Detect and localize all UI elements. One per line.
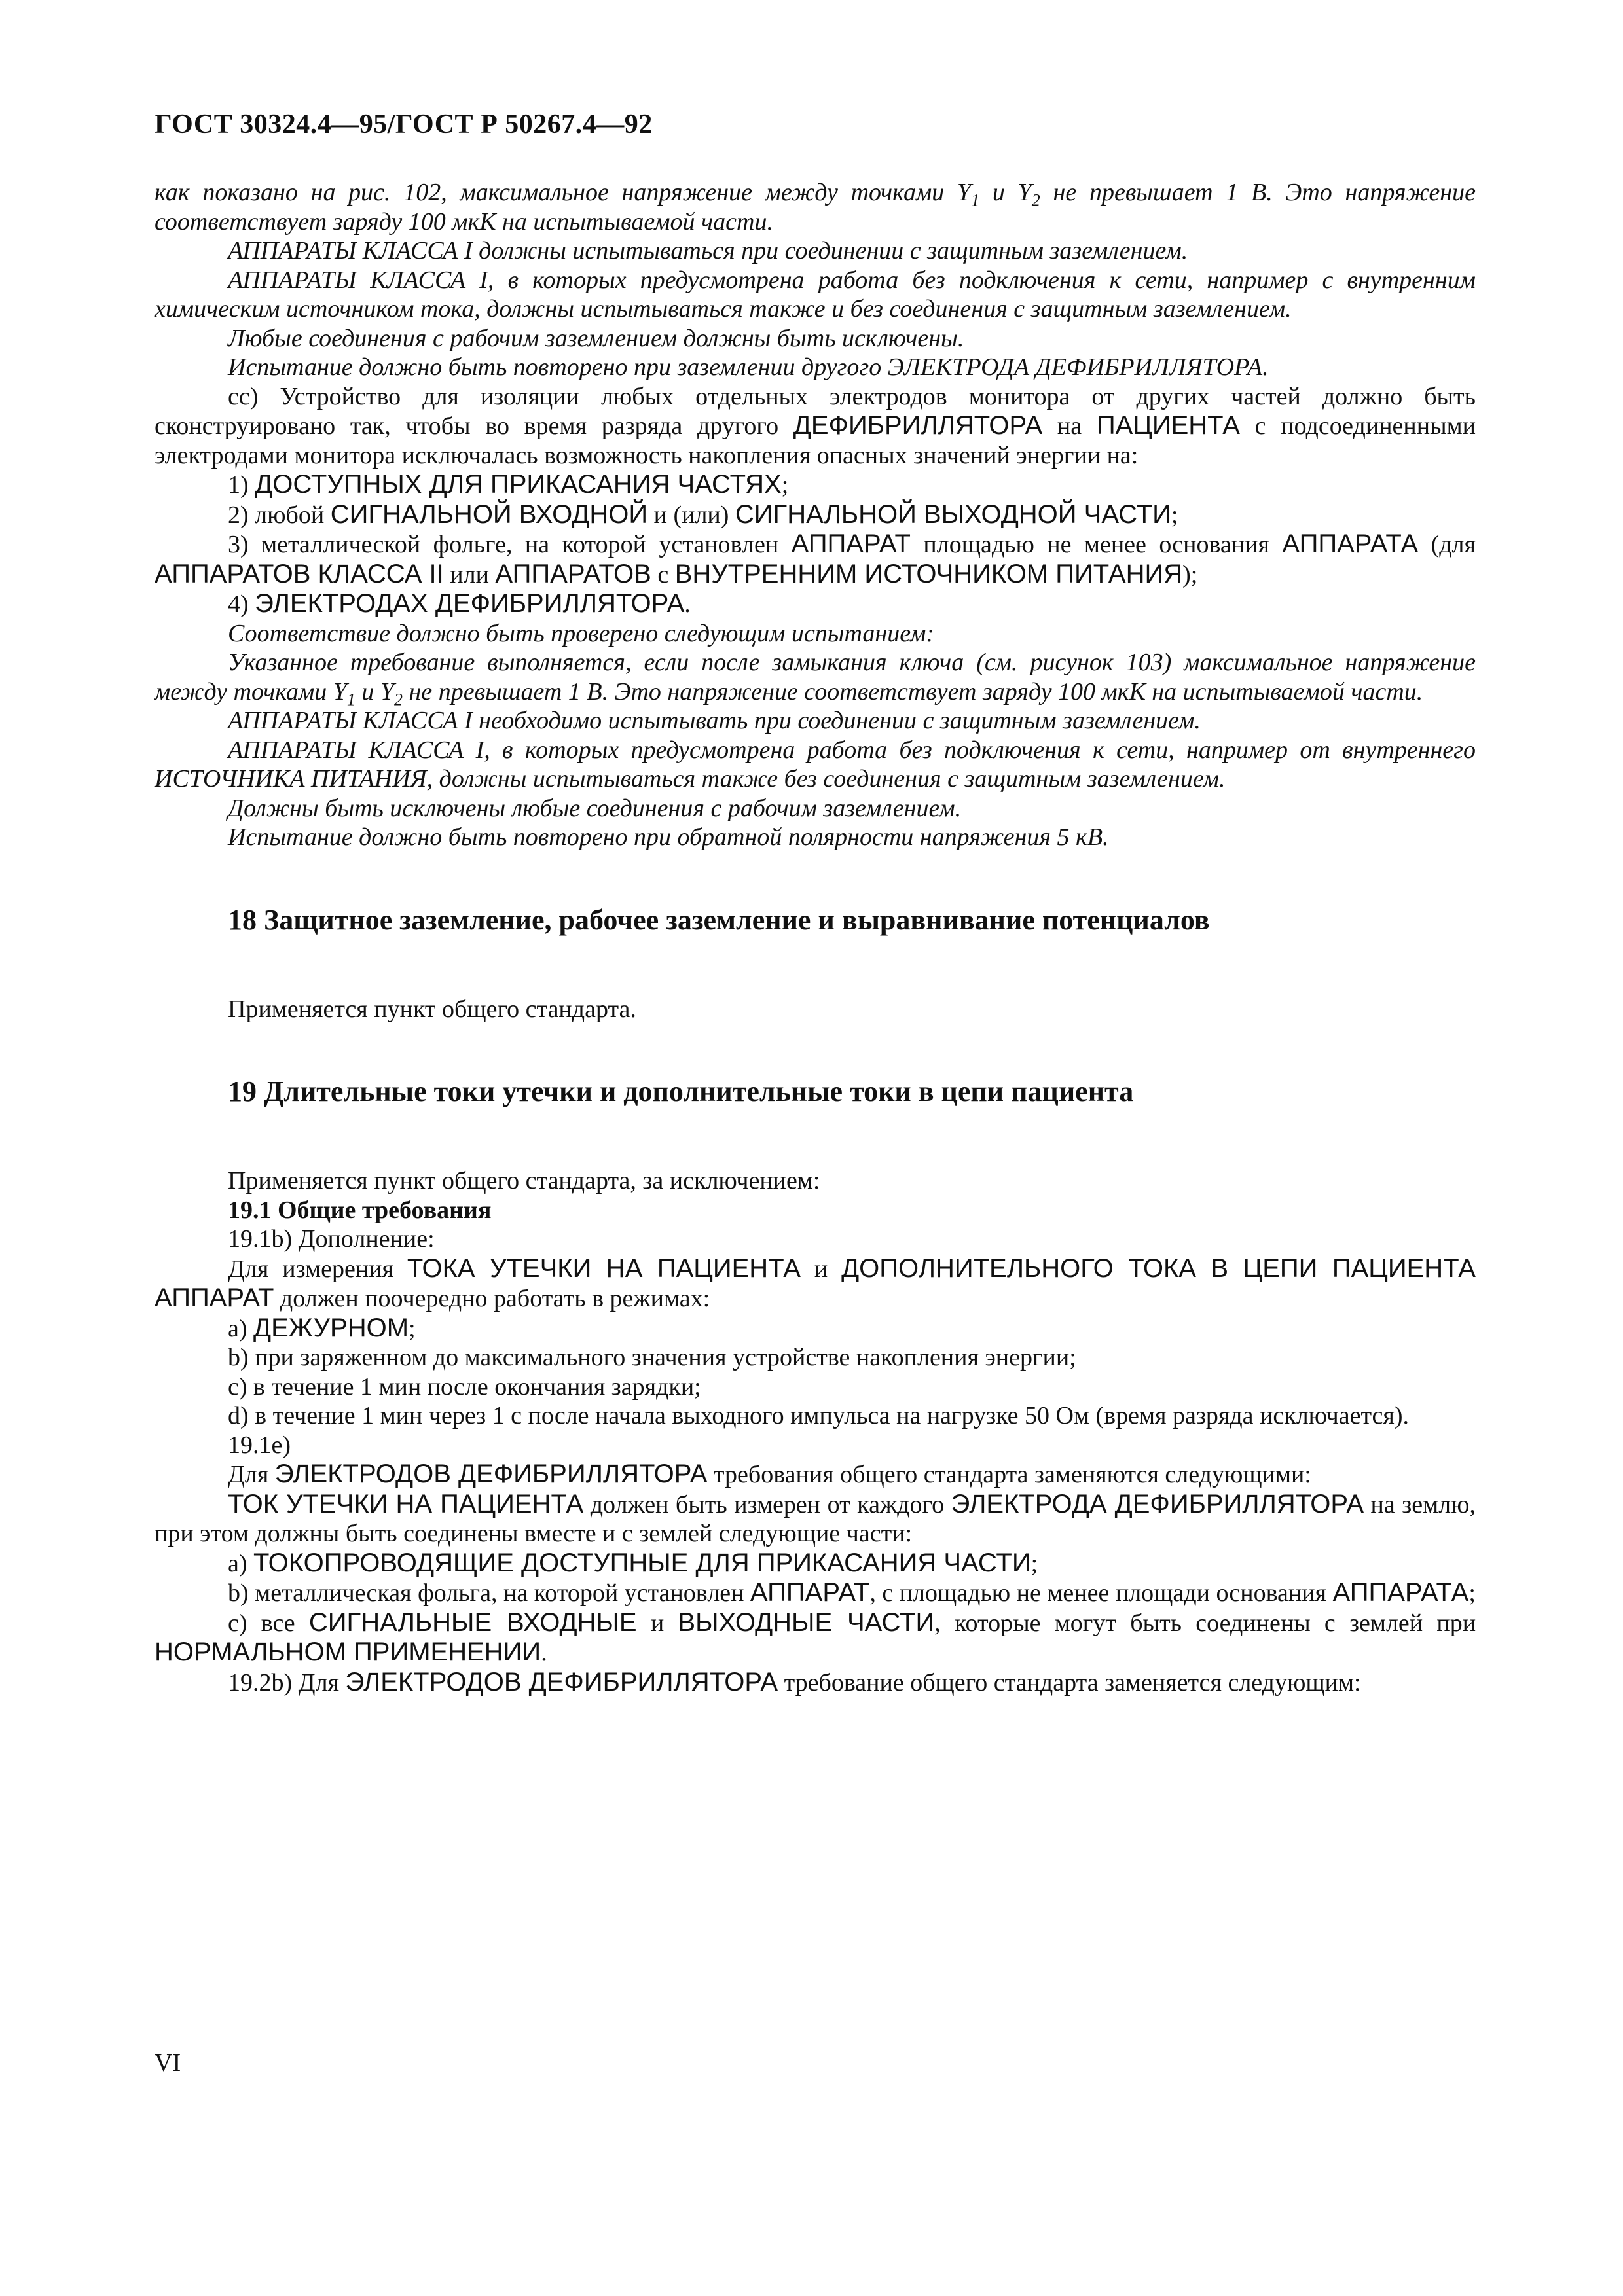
text: а): [228, 1314, 254, 1342]
term: ЭЛЕКТРОДОВ ДЕФИБРИЛЛЯТОРА: [274, 1460, 708, 1488]
text: должен поочередно работать в режимах:: [274, 1285, 710, 1312]
term: АППАРАТОВ: [495, 559, 651, 588]
text: 19.2b) Для: [228, 1668, 346, 1696]
paragraph: АППАРАТЫ КЛАССА I должны испытываться при соединении с защитным заземлением.: [228, 237, 1188, 264]
list-item: [155, 1578, 1476, 1608]
term: ЭЛЕКТРОДОВ ДЕФИБРИЛЛЯТОРА: [345, 1667, 778, 1696]
list-item: [155, 500, 1476, 530]
paragraph: АППАРАТЫ КЛАССА I, в которых предусмотрена работа без подключения к сети, например с внутренним химическим источником тока, должны испытываться также и без соединения с защитным заземлением.: [155, 266, 1476, 323]
paragraph: АППАРАТЫ КЛАССА I необходимо испытывать при соединении с защитным заземлением.: [228, 707, 1201, 734]
text: на: [1042, 412, 1097, 440]
subscript: 2: [394, 690, 403, 709]
term: ТОКА УТЕЧКИ НА ПАЦИЕНТА: [407, 1253, 801, 1283]
text: ;: [1468, 1579, 1476, 1607]
paragraph: Применяется пункт общего стандарта.: [228, 995, 636, 1023]
term: ЭЛЕКТРОДАХ ДЕФИБРИЛЛЯТОРА: [255, 589, 685, 618]
text: ;: [1030, 1549, 1038, 1577]
paragraph: [155, 1668, 1476, 1698]
page-number: VI: [155, 2049, 181, 2077]
term: СИГНАЛЬНЫЕ ВХОДНЫЕ: [308, 1607, 637, 1637]
term: АППАРАТОВ КЛАССА II: [155, 559, 444, 588]
term: ДОПОЛНИТЕЛЬНОГО ТОКА В ЦЕПИ ПАЦИЕНТА АППАРАТ: [155, 1253, 1476, 1312]
text: c) все: [228, 1609, 309, 1637]
page-body: [155, 178, 1476, 1697]
text: , которые могут быть соединены с землей при: [934, 1609, 1476, 1637]
paragraph: [155, 1490, 1476, 1549]
term: АППАРАТ: [750, 1578, 870, 1607]
list-item: b) при заряженном до максимального значения устройстве накопления энергии;: [228, 1344, 1076, 1371]
list-item: [155, 529, 1476, 589]
paragraph: 19.1е): [228, 1431, 291, 1459]
text: площадью не менее основания: [910, 531, 1283, 558]
text: 4): [228, 590, 255, 618]
paragraph: 19.1b) Дополнение:: [228, 1225, 435, 1253]
text: и Y: [979, 179, 1032, 206]
text: и: [800, 1255, 842, 1283]
term: ЭЛЕКТРОДА ДЕФИБРИЛЛЯТОРА: [951, 1489, 1364, 1518]
term: ТОКОПРОВОДЯЩИЕ ДОСТУПНЫЕ ДЛЯ ПРИКАСАНИЯ ЧАСТИ: [253, 1548, 1031, 1577]
paragraph: [155, 178, 1476, 236]
paragraph: Применяется пункт общего стандарта, за исключением:: [228, 1167, 820, 1194]
term: НОРМАЛЬНОМ ПРИМЕНЕНИИ: [155, 1638, 541, 1666]
paragraph: Любые соединения с рабочим заземлением должны быть исключены.: [228, 324, 964, 352]
list-item: [155, 1549, 1476, 1579]
section-heading-19: 19 Длительные токи утечки и дополнительные токи в цепи пациента: [228, 1075, 1134, 1107]
text: ;: [781, 471, 789, 499]
text: Указанное требование выполняется, если после замыкания ключа (см. рисунок 103) максимальное напряжение между точками Y: [155, 649, 1476, 706]
term: ПАЦИЕНТА: [1096, 411, 1240, 440]
paragraph: Соответствие должно быть проверено следующим испытанием:: [228, 619, 935, 647]
list-item: d) в течение 1 мин через 1 с после начала выходного импульса на нагрузке 50 Ом (время разряда исключается).: [228, 1402, 1410, 1429]
list-item: c) в течение 1 мин после окончания зарядки;: [228, 1372, 701, 1401]
text: );: [1182, 560, 1198, 588]
paragraph: [155, 1254, 1476, 1314]
text: 2) любой: [228, 501, 331, 529]
text: и Y: [355, 677, 395, 706]
term: АППАРАТ: [791, 529, 911, 558]
text: не превышает 1 В. Это напряжение соответствует заряду 100 мкК на испытываемой части.: [403, 677, 1423, 706]
text: не превышает 1 В. Это напряжение соответствует заряду 100 мкК на испытываемой части.: [155, 179, 1476, 236]
text: .: [541, 1639, 547, 1666]
text: и: [636, 1609, 678, 1637]
paragraph: Испытание должно быть повторено при обратной полярности напряжения 5 кВ.: [228, 823, 1109, 851]
text: а): [228, 1549, 254, 1577]
paragraph: [155, 648, 1476, 709]
subscript: 2: [1031, 190, 1040, 210]
text: как показано на рис. 102, максимальное напряжение между точками Y: [155, 179, 972, 206]
paragraph: [155, 1460, 1476, 1490]
text: требование общего стандарта заменяется следующим:: [778, 1668, 1361, 1696]
text: на землю, при этом должны быть соединены вместе и с землей следующие части:: [155, 1490, 1476, 1547]
paragraph: Испытание должно быть повторено при заземлении другого ЭЛЕКТРОДА ДЕФИБРИЛЛЯТОРА.: [228, 353, 1269, 381]
text: .: [684, 590, 691, 618]
subscript: 1: [346, 690, 356, 709]
text: ;: [1171, 501, 1178, 529]
text: b) металлическая фольга, на которой установлен: [228, 1579, 750, 1607]
text: (для: [1418, 531, 1476, 558]
term: ДОСТУПНЫХ ДЛЯ ПРИКАСАНИЯ ЧАСТЯХ: [255, 470, 782, 499]
text: , с площадью не менее площади основания: [869, 1579, 1333, 1607]
paragraph: Должны быть исключены любые соединения с рабочим заземлением.: [228, 794, 962, 822]
list-item: [155, 470, 1476, 500]
text: должен быть измерен от каждого: [583, 1490, 951, 1518]
term: ТОК УТЕЧКИ НА ПАЦИЕНТА: [228, 1489, 584, 1518]
text: Для измерения: [228, 1255, 407, 1283]
subscript: 1: [971, 190, 980, 210]
paragraph: [155, 382, 1476, 471]
text: 1): [228, 471, 255, 499]
term: ДЕФИБРИЛЛЯТОРА: [793, 411, 1043, 440]
text: ;: [409, 1314, 416, 1342]
term: ВЫХОДНЫЕ ЧАСТИ: [678, 1607, 935, 1637]
term: АППАРАТА: [1282, 529, 1419, 558]
section-heading-18: 18 Защитное заземление, рабочее заземление и выравнивание потенциалов: [228, 903, 1210, 936]
term: СИГНАЛЬНОЙ ВЫХОДНОЙ ЧАСТИ: [735, 499, 1171, 529]
paragraph: АППАРАТЫ КЛАССА I, в которых предусмотрена работа без подключения к сети, например от внутреннего ИСТОЧНИКА ПИТАНИЯ, должны испытываться также без соединения с защитным заземлением.: [155, 736, 1476, 793]
list-item: [155, 1608, 1476, 1668]
term: ВНУТРЕННИМ ИСТОЧНИКОМ ПИТАНИЯ: [674, 559, 1183, 588]
term: ДЕЖУРНОМ: [253, 1313, 409, 1342]
text: сс) Устройство для изоляции любых отдельных электродов монитора от других частей должно быть сконструировано так, чтобы во время разряда другого: [155, 382, 1476, 440]
list-item: [155, 1314, 1476, 1344]
text: требования общего стандарта заменяются следующими:: [707, 1461, 1311, 1488]
text: 3) металлической фольге, на которой установлен: [228, 531, 792, 558]
text: с: [651, 560, 675, 588]
term: СИГНАЛЬНОЙ ВХОДНОЙ: [330, 499, 648, 529]
text: и (или): [647, 501, 735, 529]
text: с подсоединенными электродами монитора исключалась возможность накопления опасных значений энергии на:: [155, 412, 1476, 469]
text: Для: [228, 1461, 275, 1488]
term: АППАРАТА: [1332, 1578, 1469, 1607]
list-item: [155, 589, 1476, 619]
subsection-heading: 19.1 Общие требования: [228, 1196, 492, 1224]
text: или: [443, 560, 496, 588]
page-header: ГОСТ 30324.4—95/ГОСТ Р 50267.4—92: [155, 109, 653, 139]
